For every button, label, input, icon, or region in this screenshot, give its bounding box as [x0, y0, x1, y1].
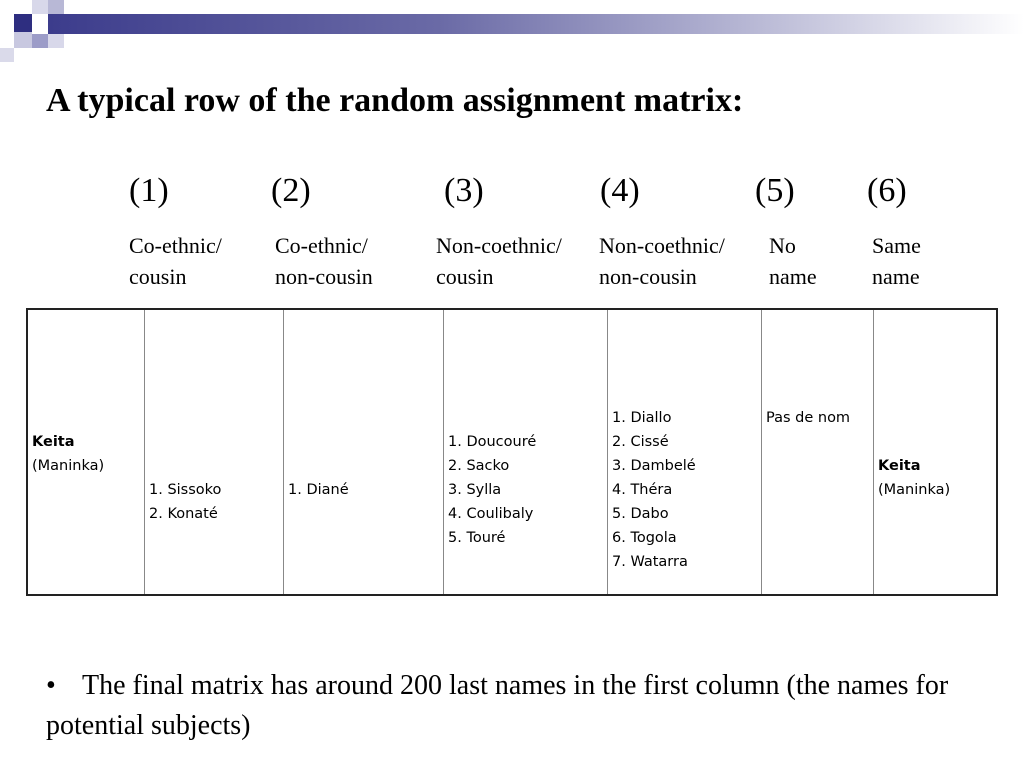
column-description-line: Non-coethnic/: [436, 233, 562, 258]
deco-square: [48, 34, 64, 48]
column-number-3: (3): [444, 172, 484, 209]
name-entry: 4. Théra: [612, 482, 673, 498]
matrix-cell-subject: [28, 310, 145, 594]
column-description-line: name: [872, 264, 920, 289]
slide-title: A typical row of the random assignment matrix:: [46, 82, 744, 119]
column-number-1: (1): [129, 172, 169, 209]
name-entry: 2. Cissé: [612, 434, 669, 450]
column-number-4: (4): [600, 172, 640, 209]
same-name-group: (Maninka): [878, 482, 951, 498]
name-entry: 1. Diané: [288, 482, 349, 498]
column-description-line: No: [769, 233, 796, 258]
column-description-2: [275, 230, 373, 292]
deco-square: [32, 14, 48, 34]
name-entry: 3. Dambelé: [612, 458, 696, 474]
name-entry: 4. Coulibaly: [448, 506, 534, 522]
column-description-line: Co-ethnic/: [129, 233, 222, 258]
column-description-line: cousin: [436, 264, 494, 289]
name-entry: 2. Sacko: [448, 458, 510, 474]
name-entry: 3. Sylla: [448, 482, 502, 498]
column-description-line: non-cousin: [599, 264, 697, 289]
name-entry: 1. Diallo: [612, 410, 672, 426]
column-description-5: [769, 230, 817, 292]
subject-name: Keita: [32, 434, 75, 450]
column-number-5: (5): [755, 172, 795, 209]
name-entry: 7. Watarra: [612, 554, 688, 570]
column-number-2: (2): [271, 172, 311, 209]
column-description-1: [129, 230, 222, 292]
matrix-cell-col2: [284, 310, 444, 594]
matrix-cell-col4: [608, 310, 762, 594]
column-number-6: (6): [867, 172, 907, 209]
deco-square: [32, 0, 48, 14]
name-entry: 1. Sissoko: [149, 482, 222, 498]
deco-square: [14, 32, 32, 48]
deco-square: [14, 14, 32, 32]
assignment-matrix-row: [26, 308, 998, 596]
same-name-entry: Keita: [878, 458, 921, 474]
bullet-marker: •: [46, 670, 56, 701]
name-entry: 1. Doucouré: [448, 434, 537, 450]
deco-square: [0, 48, 14, 62]
subject-group: (Maninka): [32, 458, 105, 474]
name-entry: 2. Konaté: [149, 506, 218, 522]
bullet-point: [46, 666, 1006, 746]
header-gradient-bar: [48, 14, 1024, 34]
name-entry: 5. Dabo: [612, 506, 669, 522]
deco-square: [48, 0, 64, 14]
column-description-line: name: [769, 264, 817, 289]
column-description-line: cousin: [129, 264, 187, 289]
column-description-line: Non-coethnic/: [599, 233, 725, 258]
matrix-cell-col3: [444, 310, 608, 594]
name-entry: 5. Touré: [448, 530, 506, 546]
bullet-text: The final matrix has around 200 last names in the first column (the names for potential subjects): [46, 670, 949, 741]
column-description-3: [436, 230, 562, 292]
no-name-entry: Pas de nom: [766, 410, 851, 426]
column-description-line: Same: [872, 233, 921, 258]
header-decoration: [0, 0, 1024, 70]
column-description-line: non-cousin: [275, 264, 373, 289]
deco-square: [32, 34, 48, 48]
matrix-cell-col6: [874, 310, 996, 594]
column-description-6: [872, 230, 921, 292]
column-description-line: Co-ethnic/: [275, 233, 368, 258]
matrix-cell-col1: [145, 310, 284, 594]
column-description-4: [599, 230, 725, 292]
matrix-cell-col5: [762, 310, 874, 594]
name-entry: 6. Togola: [612, 530, 677, 546]
